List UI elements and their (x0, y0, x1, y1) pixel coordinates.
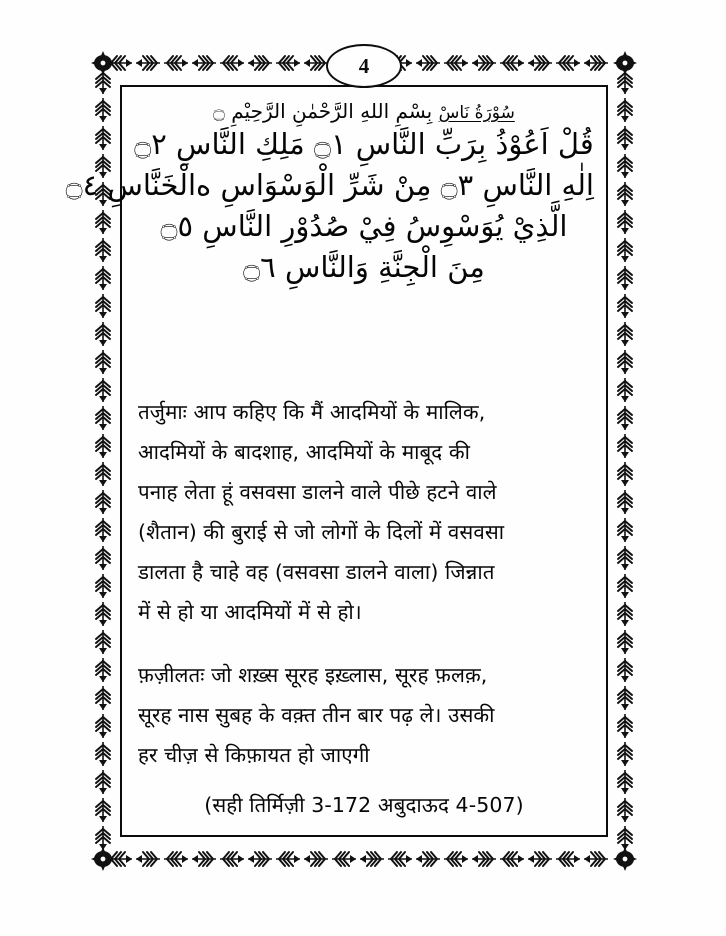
translation-line: में से हो या आदमियों में से हो। (138, 600, 362, 624)
flower-ornament-icon (88, 844, 118, 874)
fazilat-line: सूरह नास सुबह के वक़्त तीन बार पढ़ ले। उसकी (138, 703, 495, 727)
translation-line: (शैतान) की बुराई से जो लोगों के दिलों में वसवसा (138, 520, 505, 544)
arabic-verse-line: مِنَ الْجِنَّةِ وَالنَّاسِ ۝٦ (243, 250, 485, 284)
translation-line: पनाह लेता हूं वसवसा डालने वाले पीछे हटने वाले (138, 480, 497, 504)
arabic-verse-line: قُلْ اَعُوْذُ بِرَبِّ النَّاسِ ۝١ مَلِكِ النَّاسِ ۝٢ (134, 127, 594, 161)
bismillah-line (134, 101, 594, 122)
page-number-badge (326, 44, 402, 88)
fazilat-line: हर चीज़ से किफ़ायत हो जाएगी (138, 743, 370, 767)
citation-block (122, 785, 606, 825)
translation-line: आदमियों के बादशाह, आदमियों के माबूद की (138, 440, 471, 464)
flower-ornament-icon (88, 48, 118, 78)
arabic-verse-line: اِلٰهِ النَّاسِ ۝٣ مِنْ شَرِّ الْوَسْوَاسِ ەالْخَنَّاسِ ۝٤ (65, 168, 594, 202)
flower-ornament-icon (610, 844, 640, 874)
arabic-scripture-block (65, 99, 606, 294)
arabic-verse-line: الَّذِيْ يُوَسْوِسُ فِيْ صُدُوْرِ النَّاسِ ۝٥ (160, 209, 568, 243)
border-band-bottom (106, 844, 622, 874)
translation-line: तर्जुमाः आप कहिए कि मैं आदमियों के मालिक, (138, 400, 486, 424)
page-number-value: 4 (358, 53, 370, 78)
surah-title-arabic: سُوْرَةُ نَاسْ (438, 103, 515, 123)
flower-ornament-icon (610, 48, 640, 78)
translation-block (122, 392, 606, 632)
bismillah-text: بِسْمِ اللهِ الرَّحْمٰنِ الرَّحِيْمِ ۝ (213, 99, 433, 123)
translation-line: डालता है चाहे वह (वसवसा डालने वाला) जिन्नात (138, 560, 495, 584)
fazilat-block (122, 655, 606, 775)
page-text-frame (65, 85, 608, 837)
border-band-right (610, 68, 640, 858)
hadith-citation: (सही तिर्मिज़ी 3-172 अबुदाऊद 4-507) (204, 793, 524, 817)
fazilat-line: फ़ज़ीलतः जो शख़्स सूरह इख़्लास, सूरह फ़लक़, (138, 663, 488, 687)
